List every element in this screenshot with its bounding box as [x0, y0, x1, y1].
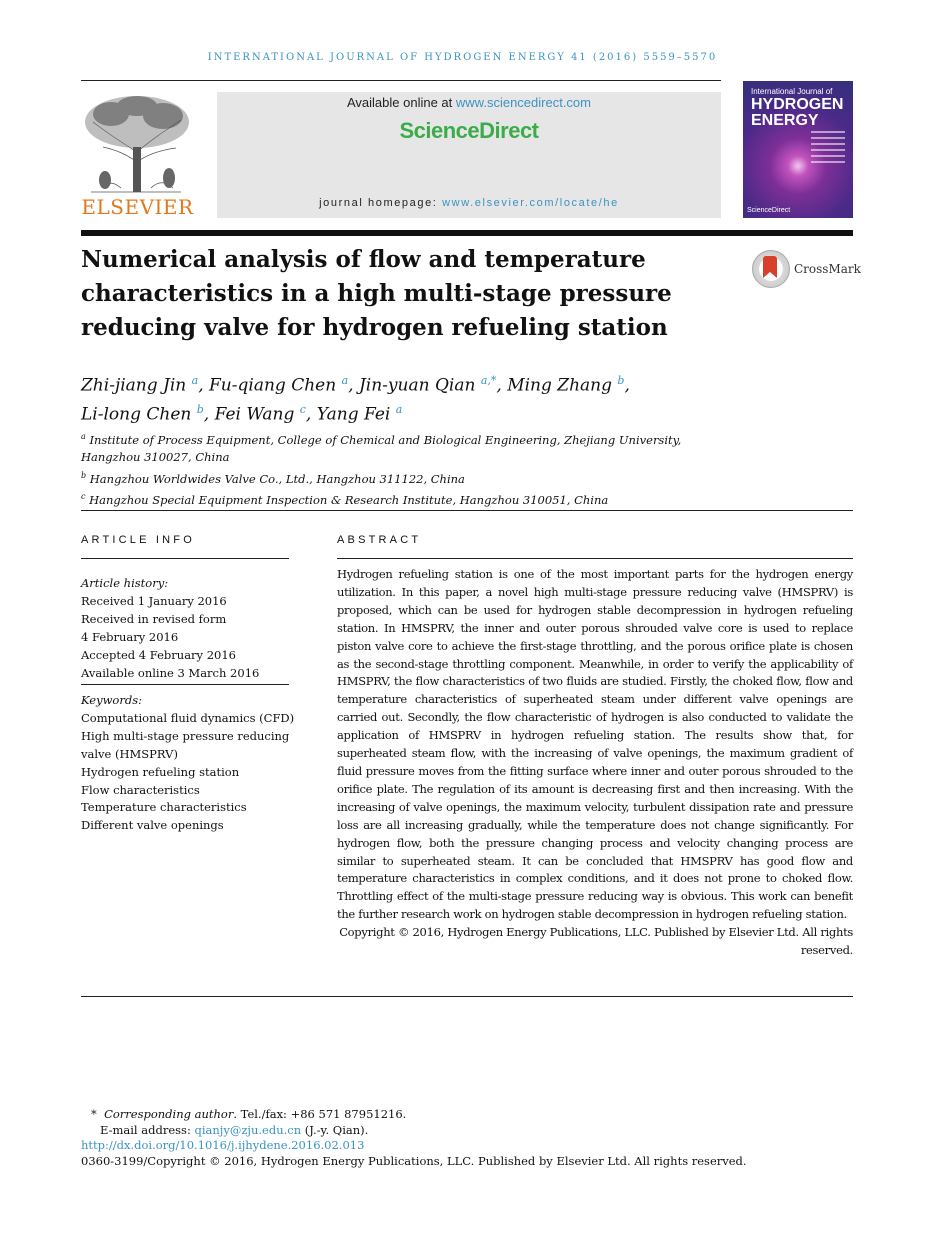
keywords-rule: [81, 684, 289, 685]
abstract-heading: ABSTRACT: [337, 534, 422, 546]
keyword: Computational fluid dynamics (CFD): [81, 710, 295, 725]
author: Ming Zhang: [507, 375, 612, 396]
journal-cover: [743, 81, 853, 218]
author-sup[interactable]: b: [196, 402, 204, 416]
author: Jin-yuan Qian: [358, 375, 476, 396]
issn-copyright: 0360-3199/Copyright © 2016, Hydrogen Energy Publications, LLC. Published by Elsevier Ltd. All rights reserved.: [81, 1153, 747, 1168]
author: Zhi-jiang Jin: [81, 375, 187, 396]
author-sep: ,: [305, 404, 317, 425]
history-line: Received 1 January 2016: [81, 593, 227, 608]
abstract-text: Hydrogen refueling station is one of the most important parts for the hydrogen energy utilization. In this paper, a novel high multi-stage pressure reducing valve (HMSPRV) is proposed, which can be used for hydrogen stable decompression in hydrogen refueling station. In HMSPRV, the inner and outer porous shrouded valve core is used to replace piston valve core to achieve the first-stage throttling, and the porous orifice plate is chosen as the second-stage throttling component. Meanwhile, in order to verify the applicability of HMSPRV, the flow characteristics of two fluids are studied. Firstly, the choked flow, flow and temperature characteristics of superheated steam under different valve openings are carried out. Secondly, the flow characteristic of hydrogen is also conducted to validate the application of HMSPRV in hydrogen refueling station. The results show that, for superheated steam flow, with the increasing of valve openings, the maximum gradient of fluid pressure moves from the fitting surface where inner and outer porous shrouded to the orifice plate. The regulation of its amount is decreasing first and then increasing. With the increasing of valve openings, the maximum velocity, turbulent dissipation rate and pressure loss are all increasing gradually, while the temperature does not change significantly. For hydrogen flow, both the pressure changing process and velocity changing process are similar to superheated steam. It can be concluded that HMSPRV has good flow and temperature characteristics in complex conditions, and it does not prone to choked flow. Throttling effect of the multi-stage pressure reducing way is obvious. This work can benefit the further research work on hydrogen stable decompression in hydrogen refueling station.: [337, 567, 853, 922]
article-history: [81, 575, 291, 682]
email-note: [81, 1123, 861, 1139]
keywords-label: Keywords:: [81, 693, 142, 707]
cover-title-line1: HYDROGEN: [751, 96, 844, 113]
author-sep: ,: [348, 375, 359, 396]
homepage-prefix: journal homepage:: [319, 197, 443, 209]
journal-homepage: [217, 197, 721, 209]
keyword: Flow characteristics: [81, 782, 200, 797]
corresponding-rest: . Tel./fax: +86 571 87951216.: [233, 1107, 407, 1121]
author-sep: ,: [496, 375, 508, 396]
affiliation-sup: b: [81, 470, 87, 480]
header-rule: [81, 80, 721, 81]
author: Yang Fei: [316, 404, 391, 425]
crossmark-badge[interactable]: [752, 250, 861, 290]
abstract-copyright: Copyright © 2016, Hydrogen Energy Publications, LLC. Published by Elsevier Ltd. All rights reserved.: [339, 925, 853, 958]
keyword: Hydrogen refueling station: [81, 764, 240, 779]
history-line: Accepted 4 February 2016: [81, 647, 236, 662]
abstract-rule: [337, 558, 853, 559]
keywords: [81, 692, 296, 835]
article-title: Numerical analysis of flow and temperature characteristics in a high multi-stage pressure reducing valve for hydrogen refueling station: [81, 246, 672, 341]
publisher-name: ELSEVIER: [81, 195, 194, 219]
keyword: Temperature characteristics: [81, 800, 247, 815]
history-line: Available online 3 March 2016: [81, 665, 260, 680]
affiliation-text: Hangzhou Special Equipment Inspection & Research Institute, Hangzhou 310051, China: [89, 492, 609, 507]
footnotes: [81, 1107, 861, 1169]
affiliation-sup: c: [81, 492, 86, 502]
author-sup[interactable]: a,*: [480, 374, 497, 387]
sciencedirect-logo: ScienceDirect: [399, 118, 539, 143]
journal-homepage-link[interactable]: www.elsevier.com/locate/he: [442, 197, 619, 209]
corresponding-marker: *: [91, 1107, 97, 1121]
available-online: [217, 95, 721, 110]
article-info-rule: [81, 558, 289, 559]
cover-footer: ScienceDirect: [747, 207, 791, 214]
doi-link[interactable]: http://dx.doi.org/10.1016/j.ijhydene.2016.02.013: [81, 1138, 365, 1153]
author-list: [81, 369, 781, 426]
running-head: INTERNATIONAL JOURNAL OF HYDROGEN ENERGY 41 (2016) 5559–5570: [207, 52, 718, 63]
affiliation: [81, 488, 721, 509]
author-sep: ,: [198, 375, 210, 396]
author-sup[interactable]: a: [341, 374, 349, 387]
keyword: valve (HMSPRV): [81, 746, 178, 761]
author-sup[interactable]: a: [191, 374, 199, 387]
available-prefix: Available online at: [346, 95, 456, 110]
history-line: 4 February 2016: [81, 629, 179, 644]
author-sup[interactable]: b: [617, 374, 625, 387]
corresponding-author-note: [81, 1107, 861, 1123]
affiliation-text: Hangzhou Worldwides Valve Co., Ltd., Hangzhou 311122, China: [89, 471, 465, 486]
history-label: Article history:: [81, 576, 169, 590]
affiliation: [81, 467, 721, 488]
affiliation-text: Institute of Process Equipment, College of Chemical and Biological Engineering, Zhejiang University, Hangzhou 310027, China: [81, 432, 682, 465]
author-sup[interactable]: c: [299, 402, 306, 416]
publisher-logo: [81, 92, 194, 219]
cover-line1: International Journal of: [751, 87, 833, 96]
crossmark-notch: [763, 272, 777, 278]
cover-text-lines: [811, 131, 845, 167]
email-link[interactable]: qianjy@zju.edu.cn: [194, 1122, 302, 1137]
history-line: Received in revised form: [81, 611, 227, 626]
corresponding-label: Corresponding author: [104, 1107, 234, 1121]
sciencedirect-link[interactable]: www.sciencedirect.com: [455, 95, 591, 110]
affiliation: [81, 428, 721, 467]
abstract-end-rule: [81, 996, 853, 997]
elsevier-tree-icon: [81, 92, 194, 196]
author-sep: ,: [203, 404, 215, 425]
email-label: E-mail address:: [100, 1122, 195, 1137]
affiliations: [81, 428, 721, 509]
journal-banner: [217, 92, 721, 218]
title-rule: [81, 230, 853, 236]
keyword: Different valve openings: [81, 818, 224, 833]
crossmark-label: CrossMark: [794, 262, 861, 276]
author: Li-long Chen: [81, 404, 192, 425]
affil-rule: [81, 510, 853, 511]
doi-line: [81, 1138, 861, 1154]
email-suffix: (J.-y. Qian).: [301, 1122, 369, 1137]
affiliation-sup: a: [81, 432, 86, 441]
article-info-heading: ARTICLE INFO: [81, 534, 195, 546]
abstract-body: [337, 566, 853, 960]
author: Fu-qiang Chen: [209, 375, 337, 396]
author-sup[interactable]: a: [395, 402, 403, 416]
author: Fei Wang: [214, 404, 295, 425]
cover-title: [751, 97, 843, 129]
keyword: High multi-stage pressure reducing: [81, 728, 290, 743]
cover-title-line2: ENERGY: [751, 112, 819, 129]
author-sep: ,: [624, 375, 630, 396]
